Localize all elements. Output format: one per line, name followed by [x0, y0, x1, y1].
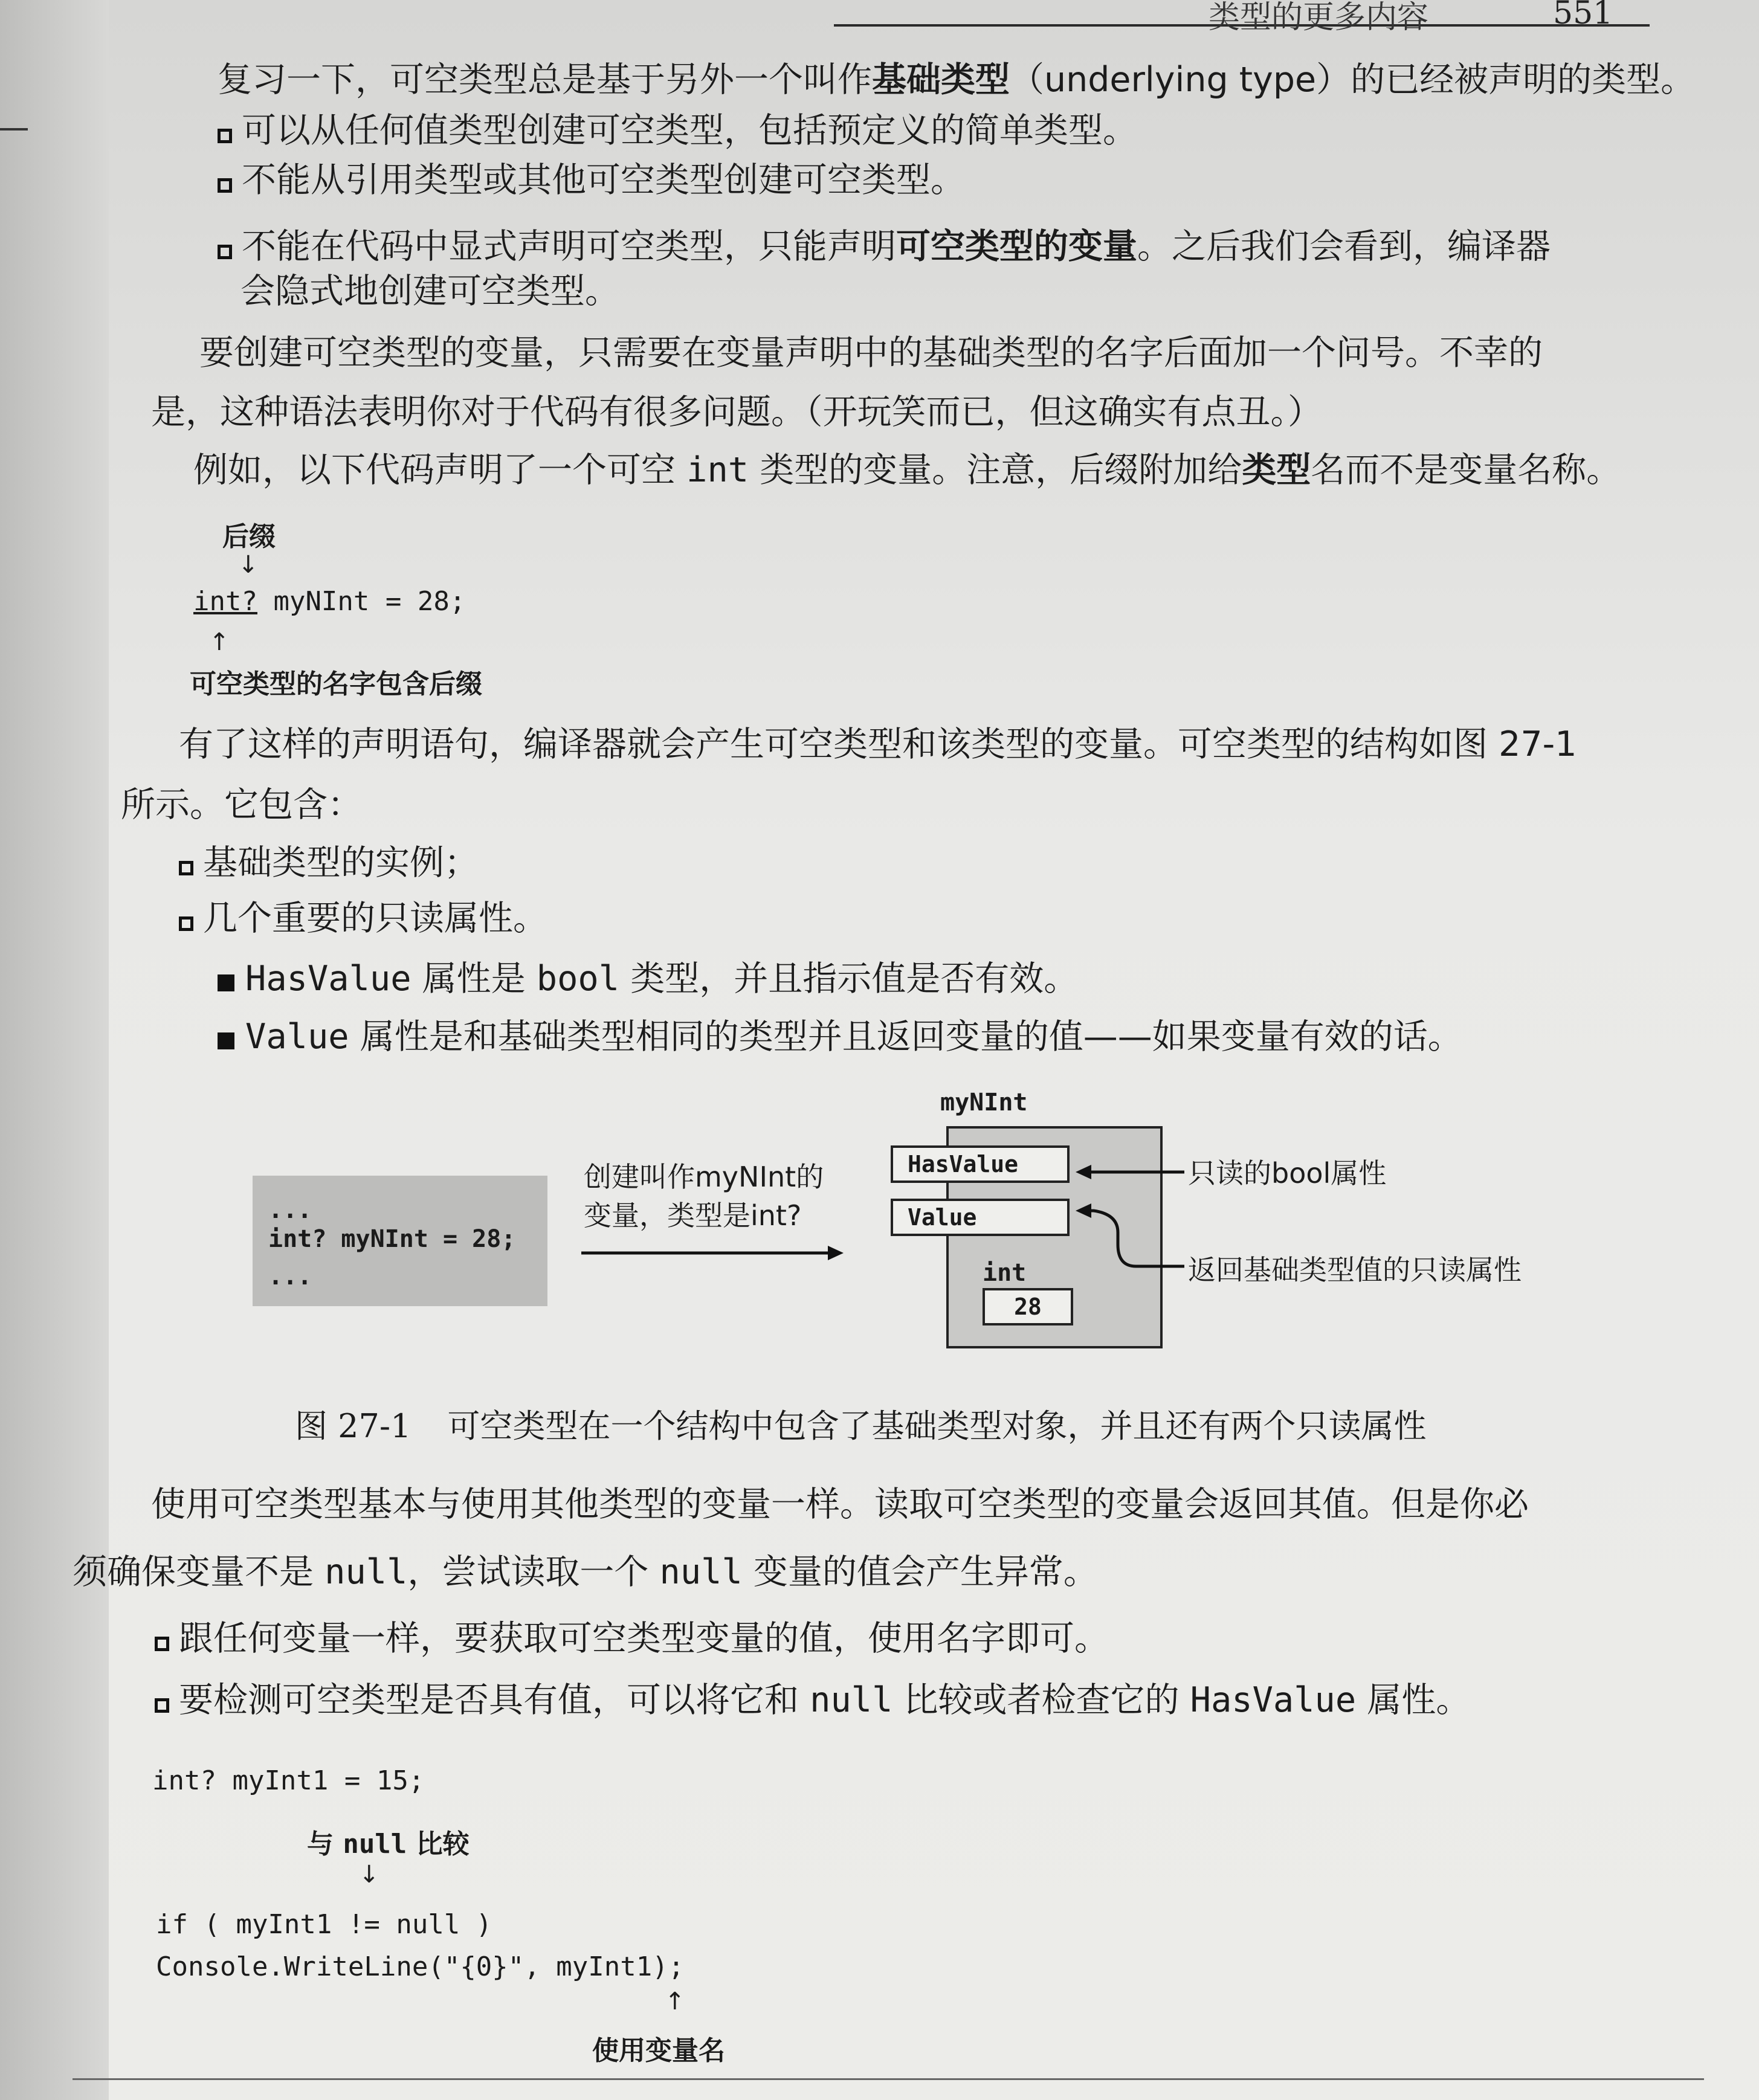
checkbox-bullet-icon — [218, 245, 232, 259]
bullet-text: 几个重要的只读属性。 — [203, 898, 547, 938]
use-variable-name-annotation: 使用变量名 — [592, 2035, 725, 2066]
text: 名而不是变量名称。 — [1311, 450, 1621, 490]
down-arrow-icon: ↓ — [238, 551, 259, 579]
bullet-text: 不能在代码中显式声明可空类型，只能声明 — [242, 227, 896, 266]
create-line-3 — [193, 448, 1621, 492]
filled-square-bullet-icon — [218, 974, 234, 991]
checkbox-bullet-icon — [218, 129, 232, 143]
intro-text-end: （underlying type）的已经被声明的类型。 — [1010, 60, 1696, 100]
code-panel-line-3: ... — [268, 1263, 312, 1290]
intro-bullet-2 — [218, 158, 965, 202]
text: 比较 — [407, 1829, 470, 1860]
inline-code: bool — [536, 959, 620, 999]
checkbox-bullet-icon — [179, 861, 193, 875]
filled-square-bullet-icon — [218, 1032, 234, 1049]
text: 与 — [307, 1829, 343, 1860]
up-arrow-icon: ↑ — [209, 628, 230, 656]
intro-bullet-3 — [218, 225, 1551, 268]
code-line-declare: int? myInt1 = 15; — [152, 1765, 425, 1796]
emphasis: 类型 — [1242, 450, 1311, 490]
figure-number: 图 27-1 — [295, 1407, 412, 1445]
code-rest: myNInt = 28; — [257, 586, 466, 617]
bullet-text: 基础类型的实例； — [203, 843, 479, 883]
bullet-term: 可空类型的变量 — [896, 227, 1137, 266]
structure-line-1: 有了这样的声明语句，编译器就会产生可空类型和该类型的变量。可空类型的结构如图 27-1 — [179, 724, 1577, 764]
arrow-label-line-2: 变量，类型是int? — [584, 1199, 802, 1232]
bullet-text-end: 。之后我们会看到，编译器 — [1137, 227, 1551, 266]
structure-subbullet-1 — [218, 957, 1078, 1000]
usage-line-1: 使用可空类型基本与使用其他类型的变量一样。读取可空类型的变量会返回其值。但是你必 — [151, 1484, 1529, 1524]
text: 例如，以下代码声明了一个可空 — [193, 450, 687, 490]
inline-code: Value — [245, 1017, 349, 1057]
right-arrow-icon — [580, 1235, 846, 1271]
intro-paragraph — [218, 58, 1695, 101]
checkbox-bullet-icon — [218, 178, 232, 193]
inline-code: HasValue — [245, 959, 412, 999]
intro-bullet-1 — [218, 109, 1137, 152]
hasvalue-field: HasValue — [891, 1145, 1070, 1183]
compare-null-annotation — [307, 1822, 470, 1861]
bullet-text: 属性。 — [1356, 1680, 1471, 1720]
code-line-writeline: Console.WriteLine("{0}", myInt1); — [156, 1951, 685, 1982]
value-field: Value — [891, 1199, 1070, 1236]
page-number: 551 — [1553, 0, 1613, 31]
code-declaration — [193, 586, 465, 617]
text: 类型的变量。注意，后缀附加给 — [749, 450, 1242, 490]
inline-code: null — [659, 1552, 743, 1592]
text: 须确保变量不是 — [73, 1552, 325, 1592]
bullet-text: 不能从引用类型或其他可空类型创建可空类型。 — [242, 160, 965, 200]
structure-line-2: 所示。它包含： — [121, 785, 362, 825]
structure-subbullet-2 — [218, 1015, 1462, 1058]
bullet-text: 要检测可空类型是否具有值，可以将它和 — [179, 1680, 810, 1720]
chapter-title: 类型的更多内容 — [1209, 0, 1429, 36]
nullable-type-token: int? — [193, 586, 257, 617]
footer-rule — [73, 2078, 1704, 2080]
figure-caption-text: 可空类型在一个结构中包含了基础类型对象，并且还有两个只读属性 — [447, 1407, 1427, 1445]
readonly-bool-label: 只读的bool属性 — [1188, 1157, 1387, 1190]
inline-code: HasValue — [1190, 1680, 1357, 1720]
create-line-2: 是，这种语法表明你对于代码有很多问题。（开玩笑而已，但这确实有点丑。） — [151, 392, 1322, 432]
arrow-label-line-1: 创建叫作myNInt的 — [584, 1161, 824, 1193]
structure-bullet-2 — [179, 897, 547, 940]
inline-code: null — [810, 1680, 893, 1720]
inline-code: null — [343, 1829, 407, 1860]
struct-name: myNInt — [940, 1089, 1028, 1116]
structure-bullet-1 — [179, 841, 479, 884]
readonly-value-label: 返回基础类型值的只读属性 — [1188, 1254, 1522, 1286]
checkbox-bullet-icon — [155, 1637, 169, 1651]
checkbox-bullet-icon — [179, 916, 193, 931]
up-arrow-icon: ↑ — [665, 1988, 685, 2015]
code-line-if: if ( myInt1 != null ) — [156, 1909, 492, 1940]
code-panel-line-2: int? myNInt = 28; — [268, 1225, 516, 1253]
intro-text: 复习一下，可空类型总是基于另外一个叫作 — [218, 60, 872, 100]
inline-code: int — [686, 450, 749, 490]
page-edge — [0, 0, 109, 2100]
text: ，尝试读取一个 — [407, 1552, 660, 1592]
margin-mark — [0, 128, 28, 130]
usage-bullet-1 — [155, 1617, 1109, 1660]
bullet-text: 比较或者检查它的 — [892, 1680, 1190, 1720]
pointer-arrows-icon — [1070, 1148, 1190, 1269]
checkbox-bullet-icon — [155, 1698, 169, 1713]
inner-type: int — [983, 1259, 1027, 1287]
intro-bullet-3-cont: 会隐式地创建可空类型。 — [240, 271, 619, 311]
down-arrow-icon: ↓ — [359, 1861, 379, 1889]
text: 属性是和基础类型相同的类型并且返回变量的值——如果变量有效的话。 — [349, 1017, 1462, 1057]
type-name-annotation: 可空类型的名字包含后缀 — [190, 669, 482, 700]
bullet-text: 可以从任何值类型创建可空类型，包括预定义的简单类型。 — [242, 111, 1137, 150]
text: 类型，并且指示值是否有效。 — [619, 959, 1079, 999]
text: 变量的值会产生异常。 — [742, 1552, 1098, 1592]
figure-caption — [295, 1400, 1426, 1447]
text: 属性是 — [411, 959, 537, 999]
intro-term: 基础类型 — [872, 60, 1010, 100]
bullet-text: 跟任何变量一样，要获取可空类型变量的值，使用名字即可。 — [179, 1618, 1109, 1658]
usage-line-2 — [73, 1550, 1098, 1594]
usage-bullet-2 — [155, 1678, 1470, 1722]
inner-value-box: 28 — [983, 1288, 1073, 1325]
inline-code: null — [324, 1552, 408, 1592]
create-line-1: 要创建可空类型的变量，只需要在变量声明中的基础类型的名字后面加一个问号。不幸的 — [199, 333, 1543, 373]
suffix-annotation: 后缀 — [222, 521, 276, 552]
code-panel-line-1: ... — [268, 1196, 312, 1224]
